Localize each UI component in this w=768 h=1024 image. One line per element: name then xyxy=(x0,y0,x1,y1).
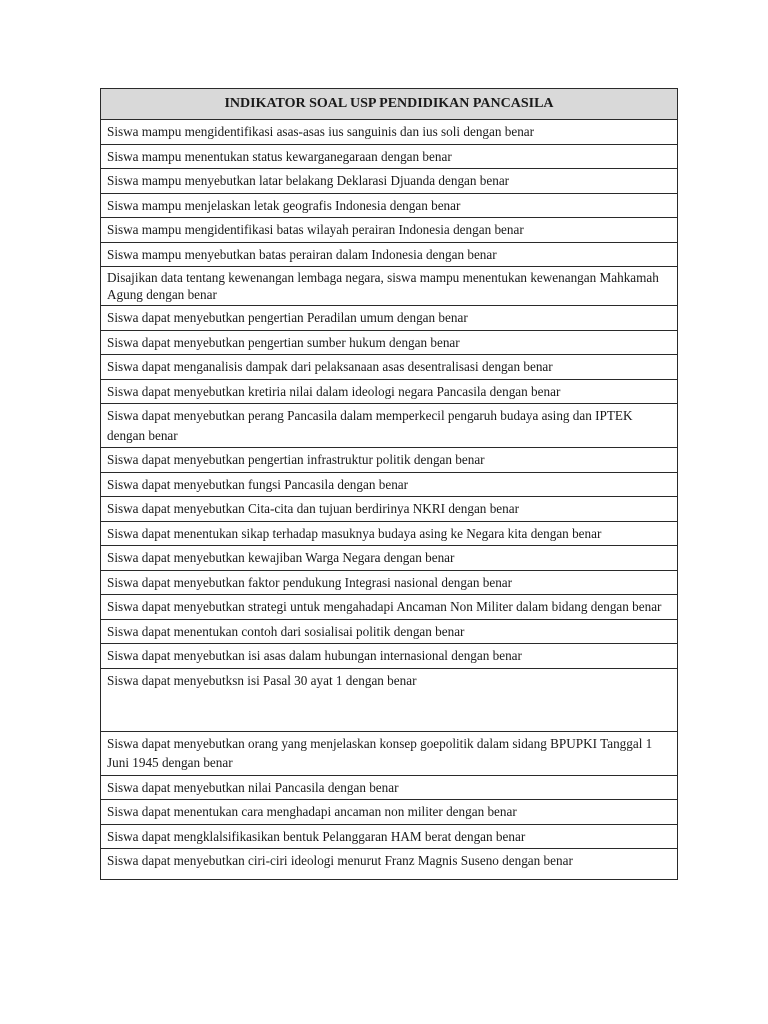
table-cell: Siswa dapat menyebutkan pengertian sumber hukum dengan benar xyxy=(101,330,678,355)
indicator-table xyxy=(100,88,678,880)
table-row xyxy=(101,169,678,194)
table-cell: Siswa dapat menyebutkan kewajiban Warga Negara dengan benar xyxy=(101,546,678,571)
table-row xyxy=(101,267,678,306)
table-row xyxy=(101,595,678,620)
table-row xyxy=(101,775,678,800)
table-cell: Disajikan data tentang kewenangan lembaga negara, siswa mampu menentukan kewenangan Mahkamah Agung dengan benar xyxy=(101,267,678,306)
table-row xyxy=(101,404,678,448)
table-cell: Siswa mampu mengidentifikasi batas wilayah perairan Indonesia dengan benar xyxy=(101,218,678,243)
table-cell: Siswa dapat menyebutkan pengertian infrastruktur politik dengan benar xyxy=(101,448,678,473)
table-cell: Siswa mampu menyebutkan latar belakang Deklarasi Djuanda dengan benar xyxy=(101,169,678,194)
table-cell: Siswa dapat menyebutkan faktor pendukung Integrasi nasional dengan benar xyxy=(101,570,678,595)
table-row xyxy=(101,800,678,825)
table-cell: Siswa dapat menentukan contoh dari sosialisai politik dengan benar xyxy=(101,619,678,644)
table-cell: Siswa dapat menentukan sikap terhadap masuknya budaya asing ke Negara kita dengan benar xyxy=(101,521,678,546)
table-row xyxy=(101,668,678,731)
table-cell: Siswa dapat menyebutkan strategi untuk mengahadapi Ancaman Non Militer dalam bidang dengan benar xyxy=(101,595,678,620)
table-cell: Siswa mampu mengidentifikasi asas-asas ius sanguinis dan ius soli dengan benar xyxy=(101,120,678,145)
table-row xyxy=(101,619,678,644)
table-row xyxy=(101,731,678,775)
table-cell: Siswa dapat mengklalsifikasikan bentuk Pelanggaran HAM berat dengan benar xyxy=(101,824,678,849)
table-cell: Siswa dapat menentukan cara menghadapi ancaman non militer dengan benar xyxy=(101,800,678,825)
table-cell: Siswa dapat menyebutkan isi asas dalam hubungan internasional dengan benar xyxy=(101,644,678,669)
table-row xyxy=(101,521,678,546)
table-cell: Siswa dapat menyebutkan Cita-cita dan tujuan berdirinya NKRI dengan benar xyxy=(101,497,678,522)
table-cell: Siswa dapat menyebutkan nilai Pancasila dengan benar xyxy=(101,775,678,800)
table-row xyxy=(101,824,678,849)
table-cell: Siswa dapat menyebutkan pengertian Peradilan umum dengan benar xyxy=(101,306,678,331)
table-cell: Siswa mampu menentukan status kewarganegaraan dengan benar xyxy=(101,144,678,169)
table-title: INDIKATOR SOAL USP PENDIDIKAN PANCASILA xyxy=(101,89,678,120)
table-row xyxy=(101,242,678,267)
table-row xyxy=(101,644,678,669)
table-cell: Siswa dapat menganalisis dampak dari pelaksanaan asas desentralisasi dengan benar xyxy=(101,355,678,380)
table-cell: Siswa dapat menyebutkan kretiria nilai dalam ideologi negara Pancasila dengan benar xyxy=(101,379,678,404)
table-cell: Siswa dapat menyebutkan orang yang menjelaskan konsep goepolitik dalam sidang BPUPKI Tanggal 1 Juni 1945 dengan benar xyxy=(101,731,678,775)
table-cell: Siswa mampu menjelaskan letak geografis Indonesia dengan benar xyxy=(101,193,678,218)
table-row xyxy=(101,849,678,880)
table-row xyxy=(101,306,678,331)
table-cell: Siswa dapat menyebutkan fungsi Pancasila dengan benar xyxy=(101,472,678,497)
table-row xyxy=(101,546,678,571)
table-row xyxy=(101,330,678,355)
table-row xyxy=(101,472,678,497)
table-row xyxy=(101,120,678,145)
table-cell: Siswa mampu menyebutkan batas perairan dalam Indonesia dengan benar xyxy=(101,242,678,267)
table-row xyxy=(101,218,678,243)
table-row xyxy=(101,193,678,218)
table-row xyxy=(101,144,678,169)
table-row xyxy=(101,448,678,473)
table-row xyxy=(101,570,678,595)
table-header-row xyxy=(101,89,678,120)
table-row xyxy=(101,379,678,404)
table-row xyxy=(101,497,678,522)
table-cell: Siswa dapat menyebutksn isi Pasal 30 ayat 1 dengan benar xyxy=(101,668,678,731)
table-cell: Siswa dapat menyebutkan perang Pancasila dalam memperkecil pengaruh budaya asing dan IPTEK dengan benar xyxy=(101,404,678,448)
table-row xyxy=(101,355,678,380)
table-cell: Siswa dapat menyebutkan ciri-ciri ideologi menurut Franz Magnis Suseno dengan benar xyxy=(101,849,678,880)
